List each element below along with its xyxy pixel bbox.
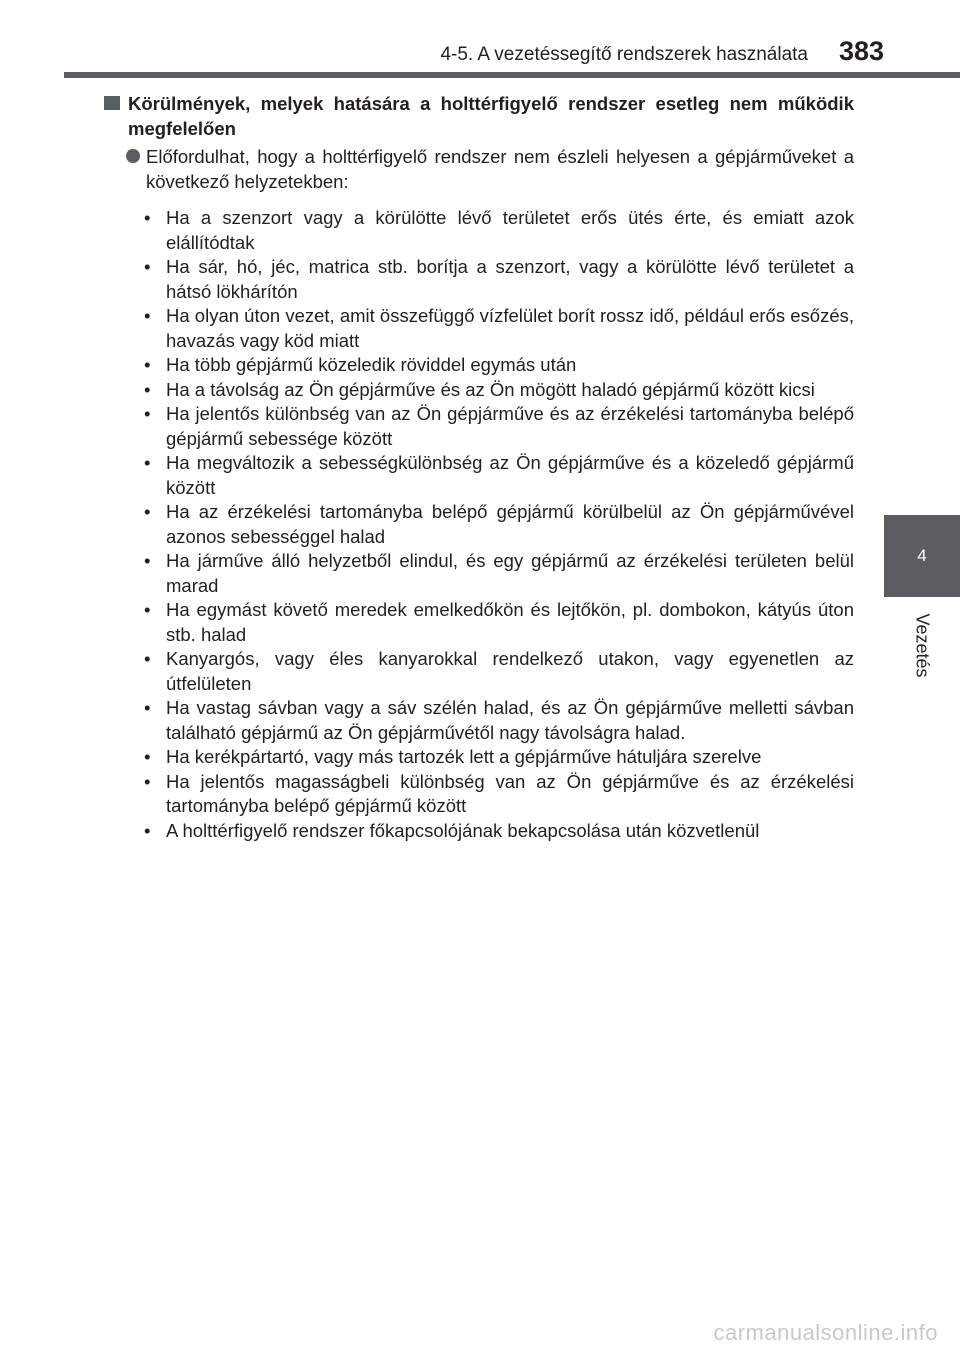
bullet-dot-icon: •: [144, 256, 151, 277]
list-item-text: Ha több gépjármű közeledik röviddel egymás után: [166, 354, 577, 375]
section-heading-row: [104, 92, 854, 141]
list-item-text: Ha olyan úton vezet, amit összefüggő vízfelület borít rossz idő, például erős esőzés, havazás vagy köd miatt: [166, 305, 854, 351]
bullet-dot-icon: •: [144, 770, 151, 792]
list-item: [144, 255, 854, 304]
list-item-text: Ha sár, hó, jéc, matrica stb. borítja a szenzort, vagy a körülötte lévő területet a hátsó lökhárítón: [166, 256, 854, 302]
circle-bullet-icon: [126, 149, 140, 163]
bullet-dot-icon: •: [144, 550, 151, 571]
list-item-text: Ha jelentős különbség van az Ön gépjárműve és az érzékelési tartományba belépő gépjármű sebessége között: [166, 403, 854, 449]
bullet-dot-icon: •: [144, 599, 151, 620]
chapter-side-label: [884, 600, 960, 690]
chapter-side-label-text: Vezetés: [912, 612, 933, 678]
intro-paragraph: Előfordulhat, hogy a holttérfigyelő rendszer nem észleli helyesen a gépjárműveket a következő helyzetekben:: [146, 146, 854, 192]
list-item: [144, 745, 854, 770]
header-rule: [64, 72, 960, 78]
list-item-text: Ha kerékpártartó, vagy más tartozék lett a gépjárműve hátuljára szerelve: [166, 746, 762, 767]
square-bullet-icon: [104, 96, 120, 110]
list-item-text: Ha a szenzort vagy a körülötte lévő területet erős ütés érte, és emiatt azok elállítódtak: [166, 207, 854, 253]
bullet-dot-icon: •: [144, 746, 151, 767]
section-heading: Körülmények, melyek hatására a holttérfigyelő rendszer esetleg nem működik megfelelően: [128, 93, 854, 139]
list-item: [144, 549, 854, 598]
list-item: [144, 304, 854, 353]
list-item: [144, 819, 854, 844]
list-item-text: A holttérfigyelő rendszer főkapcsolójának bekapcsolása után közvetlenül: [166, 819, 760, 841]
bullet-dot-icon: •: [144, 452, 151, 473]
list-item: [144, 378, 854, 403]
list-item: [144, 206, 854, 255]
list-item: [144, 647, 854, 696]
list-item-text: Ha a távolság az Ön gépjárműve és az Ön mögött haladó gépjármű között kicsi: [166, 378, 815, 400]
list-item: [144, 598, 854, 647]
page-number: 383: [838, 36, 884, 66]
chapter-title: 4-5. A vezetéssegítő rendszerek használata: [440, 44, 808, 65]
list-item: [144, 353, 854, 378]
bullet-dot-icon: •: [144, 648, 151, 669]
bullet-dot-icon: •: [144, 207, 151, 228]
main-content: [104, 92, 854, 843]
list-item: [144, 696, 854, 745]
list-item-text: Ha az érzékelési tartományba belépő gépjármű körülbelül az Ön gépjárművével azonos sebességgel halad: [166, 501, 854, 547]
bullet-dot-icon: •: [144, 354, 151, 375]
bullet-dot-icon: •: [144, 403, 151, 424]
bullet-dot-icon: •: [144, 501, 151, 522]
watermark: carmanualsonline.info: [713, 1320, 938, 1345]
list-item: [144, 451, 854, 500]
list-item-text: Ha megváltozik a sebességkülönbség az Ön gépjárműve és a közeledő gépjármű között: [166, 452, 854, 498]
chapter-tab-number: 4: [917, 546, 927, 565]
intro-row: [104, 145, 854, 194]
list-item-text: Ha egymást követő meredek emelkedőkön és lejtőkön, pl. dombokon, kátyús úton stb. halad: [166, 599, 854, 645]
bullet-dot-icon: •: [144, 697, 151, 718]
list-item-text: Ha vastag sávban vagy a sáv szélén halad, és az Ön gépjárműve melletti sávban található gépjármű az Ön gépjárművétől nagy távolságra halad.: [166, 697, 854, 743]
conditions-list: [104, 206, 854, 843]
bullet-dot-icon: •: [144, 378, 151, 400]
list-item-text: Ha járműve álló helyzetből elindul, és egy gépjármű az érzékelési területen belül marad: [166, 550, 854, 596]
bullet-dot-icon: •: [144, 305, 151, 326]
list-item: [144, 402, 854, 451]
list-item: [144, 500, 854, 549]
chapter-tab: [884, 515, 960, 597]
list-item-text: Ha jelentős magasságbeli különbség van az Ön gépjárműve és az érzékelési tartományba belépő gépjármű között: [166, 770, 854, 816]
list-item-text: Kanyargós, vagy éles kanyarokkal rendelkező utakon, vagy egyenetlen az útfelületen: [166, 648, 854, 694]
bullet-dot-icon: •: [144, 819, 151, 841]
list-item: [144, 770, 854, 819]
